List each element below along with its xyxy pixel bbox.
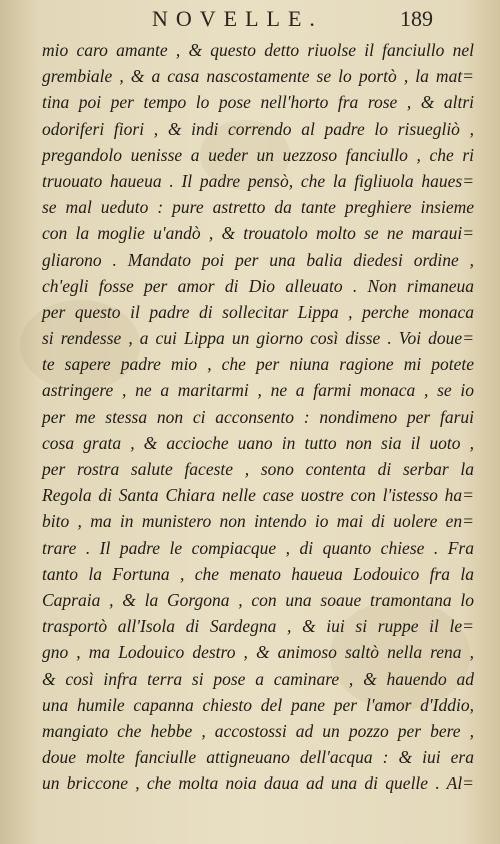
page-header [0,6,500,36]
text-line: mangiato che hebbe , accostossi ad un pozzo per bere , [42,720,474,741]
text-line: odoriferi fiori , & indi correndo al padre lo risuegliò , [42,118,474,139]
text-line: & così infra terra si pose a caminare , & hauendo ad [42,668,474,689]
text-line: tina poi per tempo lo pose nell'horto fra rose , & altri [42,92,474,113]
text-line: Regola di Santa Chiara nelle case uostre con l'istesso ha= [42,485,474,506]
text-line: si rendesse , a cui Lippa un giorno così disse . Voi doue= [42,328,474,349]
text-line: gno , ma Lodouico destro , & animoso saltò nella rena , [42,642,474,663]
text-line: pregandolo uenisse a ueder un uezzoso fanciullo , che ri [42,144,474,165]
text-line: truouato haueua . Il padre pensò, che la figliuola haues= [42,170,474,191]
page-number: 189 [400,6,433,31]
text-line: trasportò all'Isola di Sardegna , & iui si ruppe il le= [42,616,474,637]
text-line: Capraia , & la Gorgona , con una soaue tramontana lo [42,589,474,610]
text-line: gliarono . Mandato poi per una balia diedesi ordine , [42,249,474,270]
text-line: bito , ma in munistero non intendo io mai di uolere en= [42,511,474,532]
body-text [42,37,474,796]
text-line: ch'egli fosse per amor di Dio alleuato . Non rimaneua [42,275,474,296]
text-line: per me stessa non ci acconsento : nondimeno per farui [42,406,474,427]
text-line: per questo il padre di sollecitar Lippa , perche monaca [42,301,474,322]
text-line: trare . Il padre le compiacque , di quanto chiese . Fra [42,537,474,558]
text-line: una humile capanna chiesto del pane per l'amor d'Iddio, [42,694,474,715]
text-line: tanto la Fortuna , che menato haueua Lodouico fra la [42,563,474,584]
text-line: mio caro amante , & questo detto riuolse il fanciullo nel [42,40,474,60]
text-line: astringere , ne a maritarmi , ne a farmi monaca , se io [42,380,474,401]
text-line: con la moglie u'andò , & trouatolo molto se ne maraui= [42,223,474,244]
text-line: grembiale , & a casa nascostamente se lo portò , la mat= [42,66,474,87]
text-line: te sapere padre mio , che per niuna ragione mi potete [42,354,474,375]
running-head: NOVELLE. [152,6,323,31]
text-line: cosa grata , & accioche uano in tutto non sia il uoto , [42,432,474,453]
text-line: per rostra salute faceste , sono contenta di serbar la [42,459,474,479]
text-line: doue molte fanciulle attigneuano dell'acqua : & iui era [42,747,474,768]
text-line: un briccone , che molta noia daua ad una di quelle . Al= [42,773,474,794]
text-line: se mal ueduto : pure astretto da tante preghiere insieme [42,197,474,218]
